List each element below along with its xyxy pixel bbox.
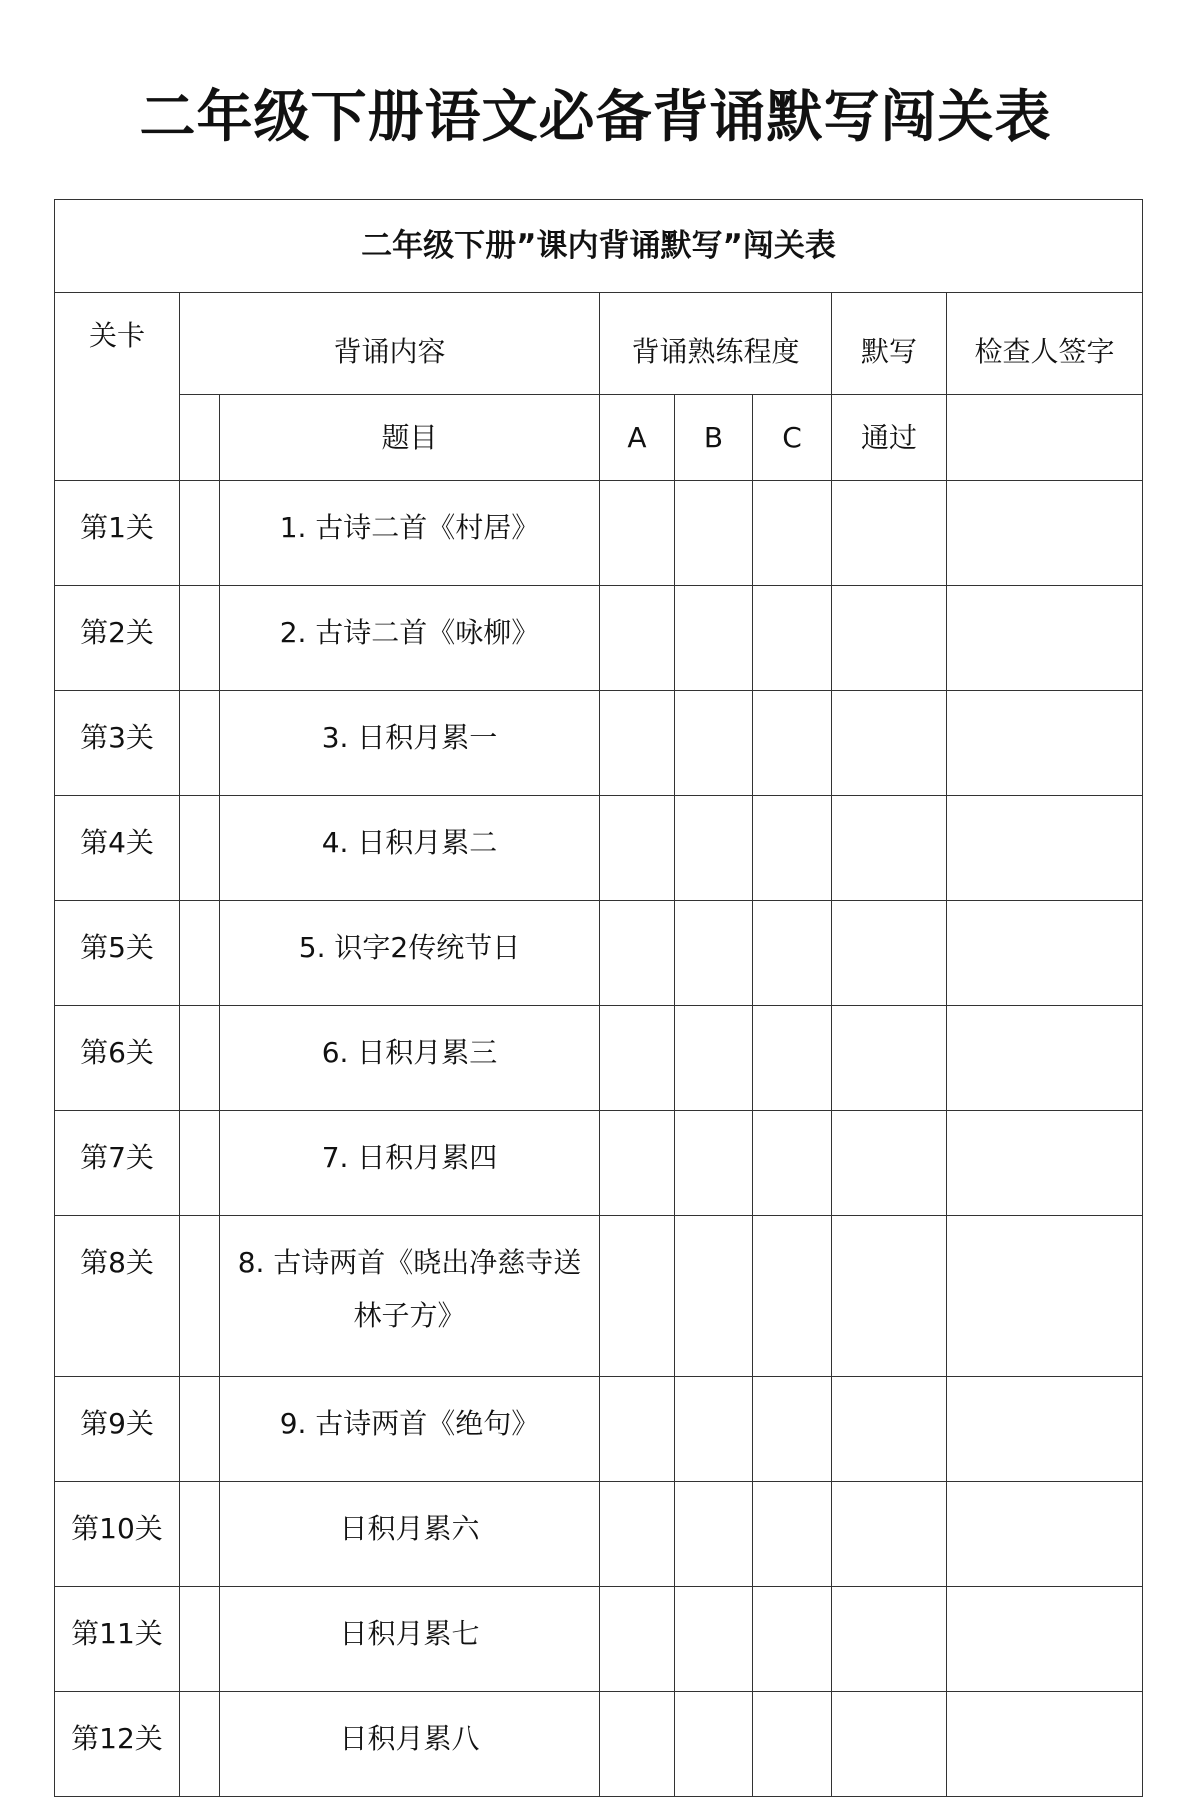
pass-cell [832,481,947,586]
table-caption: 二年级下册”课内背诵默写”闯关表 [55,200,1143,293]
signature-cell [947,1377,1143,1482]
topic-cell: 日积月累六 [220,1482,600,1587]
header-checker: 检查人签字 [947,293,1143,395]
level-cell: 第5关 [55,901,180,1006]
level-cell: 第8关 [55,1216,180,1377]
grade-a-cell [600,1111,675,1216]
grade-c-cell [753,1216,832,1377]
blank-cell [180,1482,220,1587]
signature-cell [947,1006,1143,1111]
signature-cell [947,586,1143,691]
grade-b-cell [675,901,753,1006]
grade-b-cell [675,481,753,586]
pass-cell [832,586,947,691]
grade-b-cell [675,1587,753,1692]
grade-c-cell [753,1006,832,1111]
pass-cell [832,1377,947,1482]
grade-a-cell [600,901,675,1006]
grade-a-cell [600,481,675,586]
grade-a-cell [600,796,675,901]
signature-cell [947,901,1143,1006]
signature-cell [947,1587,1143,1692]
grade-a-cell [600,1587,675,1692]
grade-c-cell [753,586,832,691]
grade-a-cell [600,1482,675,1587]
header-level: 关卡 [55,293,180,481]
grade-c-cell [753,1111,832,1216]
pass-cell [832,1006,947,1111]
grade-b-cell [675,691,753,796]
grade-a-cell [600,1692,675,1797]
grade-c-cell [753,691,832,796]
subheader-pass: 通过 [832,395,947,481]
table-row [55,1692,1143,1797]
topic-cell: 6. 日积月累三 [220,1006,600,1111]
blank-cell [180,586,220,691]
grade-c-cell [753,901,832,1006]
subheader-grade-a: A [600,395,675,481]
grade-c-cell [753,796,832,901]
pass-cell [832,1482,947,1587]
topic-cell: 2. 古诗二首《咏柳》 [220,586,600,691]
topic-cell: 5. 识字2传统节日 [220,901,600,1006]
header-dictation: 默写 [832,293,947,395]
blank-cell [180,1216,220,1377]
blank-cell [180,395,220,481]
signature-cell [947,796,1143,901]
table-row [55,1216,1143,1377]
signature-cell [947,1692,1143,1797]
table-row [55,586,1143,691]
grade-b-cell [675,1216,753,1377]
blank-cell [180,1006,220,1111]
signature-cell [947,481,1143,586]
blank-cell [180,1692,220,1797]
topic-cell: 8. 古诗两首《晓出净慈寺送林子方》 [220,1216,600,1377]
topic-cell: 4. 日积月累二 [220,796,600,901]
grade-b-cell [675,1482,753,1587]
table-row [55,901,1143,1006]
subheader-topic: 题目 [220,395,600,481]
grade-b-cell [675,586,753,691]
blank-cell [180,481,220,586]
topic-cell: 日积月累八 [220,1692,600,1797]
grade-a-cell [600,1006,675,1111]
grade-b-cell [675,1111,753,1216]
level-cell: 第11关 [55,1587,180,1692]
checklist-table [54,199,1143,1797]
signature-cell [947,1482,1143,1587]
level-cell: 第6关 [55,1006,180,1111]
grade-a-cell [600,586,675,691]
grade-c-cell [753,1692,832,1797]
pass-cell [832,796,947,901]
grade-a-cell [600,1377,675,1482]
blank-cell [180,1587,220,1692]
grade-b-cell [675,1692,753,1797]
table-row [55,796,1143,901]
level-cell: 第7关 [55,1111,180,1216]
table-row [55,1111,1143,1216]
page-title: 二年级下册语文必备背诵默写闯关表 [139,85,1052,150]
table-row [55,691,1143,796]
table-row [55,1482,1143,1587]
checker-signature-cell [947,395,1143,481]
grade-c-cell [753,481,832,586]
blank-cell [180,1111,220,1216]
table-row [55,481,1143,586]
table-row [55,1006,1143,1111]
subheader-grade-c: C [753,395,832,481]
blank-cell [180,901,220,1006]
level-cell: 第10关 [55,1482,180,1587]
level-cell: 第3关 [55,691,180,796]
signature-cell [947,1111,1143,1216]
header-content: 背诵内容 [180,293,600,395]
topic-cell: 9. 古诗两首《绝句》 [220,1377,600,1482]
pass-cell [832,1587,947,1692]
blank-cell [180,1377,220,1482]
grade-a-cell [600,691,675,796]
table-row [55,1377,1143,1482]
blank-cell [180,796,220,901]
topic-cell: 3. 日积月累一 [220,691,600,796]
level-cell: 第2关 [55,586,180,691]
grade-a-cell [600,1216,675,1377]
table-row [55,1587,1143,1692]
topic-cell: 1. 古诗二首《村居》 [220,481,600,586]
grade-c-cell [753,1482,832,1587]
topic-cell: 7. 日积月累四 [220,1111,600,1216]
pass-cell [832,1111,947,1216]
grade-c-cell [753,1587,832,1692]
pass-cell [832,1692,947,1797]
signature-cell [947,691,1143,796]
pass-cell [832,1216,947,1377]
grade-b-cell [675,1006,753,1111]
pass-cell [832,691,947,796]
level-cell: 第1关 [55,481,180,586]
header-proficiency: 背诵熟练程度 [600,293,832,395]
grade-c-cell [753,1377,832,1482]
grade-b-cell [675,1377,753,1482]
subheader-grade-b: B [675,395,753,481]
signature-cell [947,1216,1143,1377]
level-cell: 第4关 [55,796,180,901]
grade-b-cell [675,796,753,901]
level-cell: 第9关 [55,1377,180,1482]
pass-cell [832,901,947,1006]
blank-cell [180,691,220,796]
level-cell: 第12关 [55,1692,180,1797]
topic-cell: 日积月累七 [220,1587,600,1692]
